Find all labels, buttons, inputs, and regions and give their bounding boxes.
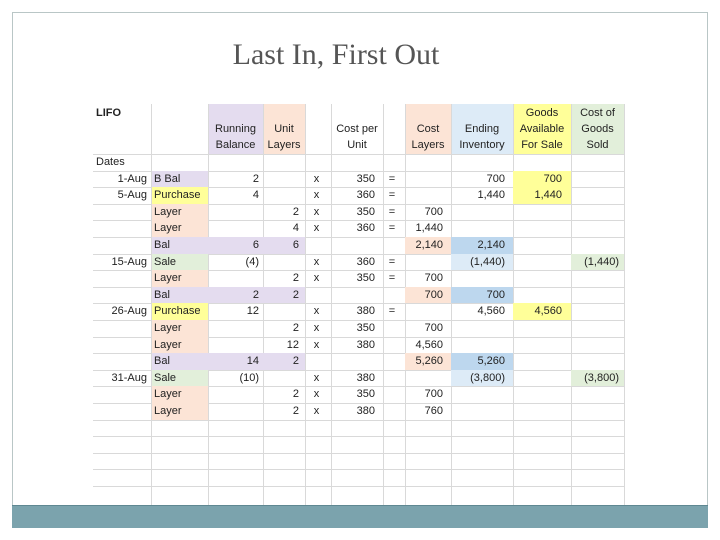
cell-eq: = (388, 205, 396, 218)
cell-rb: 4 (252, 189, 259, 202)
cell-type: Purchase (154, 305, 201, 318)
cell-cogs: (3,800) (584, 371, 619, 384)
cell-x: x (313, 272, 320, 285)
cell-x: x (313, 371, 320, 384)
cell-x: x (313, 189, 320, 202)
cell-eq: = (388, 305, 396, 318)
grid-row-line (93, 486, 624, 503)
cell-rb: (4) (245, 255, 259, 268)
cell-cl: 700 (424, 322, 443, 334)
cell-gafs: 1,440 (534, 189, 562, 202)
cell-cl: 5,260 (415, 355, 443, 368)
cell-type: Sale (154, 255, 177, 268)
cell-date: 26-Aug (111, 305, 147, 318)
cell-type: Layer (154, 388, 182, 401)
header-goods-available (513, 104, 571, 154)
slide-footer-bar (12, 505, 708, 528)
cell-rb: (10) (239, 371, 259, 384)
header-ending-inventory (451, 104, 513, 154)
cell-x: x (313, 305, 320, 318)
cell-cpu: 380 (356, 371, 375, 384)
cell-x: x (313, 222, 320, 235)
cell-cogs: (1,440) (584, 255, 619, 268)
cell-type: Layer (154, 338, 182, 351)
cell-cl: 700 (424, 272, 443, 285)
cell-rb: 12 (246, 305, 259, 318)
cell-ei: 2,140 (477, 239, 505, 251)
header-line: For Sale (521, 139, 563, 151)
cell-ul: 2 (292, 322, 299, 334)
cell-rb: 2 (252, 288, 259, 301)
cell-ul: 4 (292, 222, 299, 235)
cell-ei: 700 (486, 172, 505, 185)
cell-type: Bal (154, 288, 170, 301)
cell-ul: 2 (292, 205, 299, 218)
cell-type: Bal (154, 355, 170, 368)
cell-eq: = (388, 222, 396, 235)
dates-label: Dates (96, 156, 125, 168)
cell-cpu: 350 (356, 388, 375, 401)
cell-x: x (313, 255, 320, 268)
cell-cpu: 360 (356, 255, 375, 268)
cell-x: x (313, 338, 320, 351)
cell-cpu: 380 (356, 405, 375, 417)
cell-gafs: 700 (543, 172, 562, 185)
cell-rb: 6 (252, 239, 259, 251)
cell-ei: (3,800) (470, 371, 505, 384)
cell-ei: 5,260 (477, 355, 505, 368)
header-line: Cost per (336, 123, 378, 135)
sheet-label: LIFO (96, 107, 122, 119)
cell-ul: 2 (292, 272, 299, 285)
cell-cpu: 360 (356, 189, 375, 202)
cell-cl: 1,440 (415, 222, 443, 235)
cell-type: Layer (154, 405, 182, 417)
header-line: Layers (411, 139, 445, 151)
cell-x: x (313, 405, 320, 417)
cell-type: Layer (154, 222, 182, 235)
header-line: Sold (586, 139, 609, 151)
cell-ul: 2 (292, 405, 299, 417)
header-line: Running (215, 123, 256, 135)
cell-gafs: 4,560 (534, 305, 562, 318)
cell-rb: 2 (252, 172, 259, 185)
header-line: Cost (416, 123, 440, 135)
cell-eq: = (388, 172, 396, 185)
header-unit-layers (263, 104, 305, 154)
header-cost-per-unit (331, 104, 383, 154)
grid-row-line (93, 154, 624, 171)
header-line: Goods (525, 107, 559, 119)
grid-row-line (93, 469, 624, 486)
header-line: Balance (215, 139, 256, 151)
cell-rb: 14 (246, 355, 259, 368)
cell-cpu: 350 (356, 272, 375, 285)
cell-type: Layer (154, 272, 182, 285)
cell-date: 15-Aug (111, 255, 147, 268)
grid-row-line (93, 420, 624, 437)
cell-ul: 2 (292, 288, 299, 301)
header-line: Ending (464, 123, 500, 135)
cell-type: Purchase (154, 189, 201, 202)
header-line: Available (519, 123, 565, 135)
cell-type: Layer (154, 322, 182, 334)
header-line: Inventory (459, 139, 505, 151)
cell-cl: 700 (424, 205, 443, 218)
cell-cl: 700 (424, 288, 443, 301)
cell-type: Layer (154, 205, 182, 218)
cell-cpu: 350 (356, 172, 375, 185)
header-cost-of-goods-sold (571, 104, 624, 154)
header-running-balance (208, 104, 263, 154)
cell-type: Bal (154, 239, 170, 251)
cell-cl: 2,140 (415, 239, 443, 251)
cell-ul: 6 (292, 239, 299, 251)
cell-cpu: 380 (356, 305, 375, 318)
cell-eq: = (388, 189, 396, 202)
cell-cl: 700 (424, 388, 443, 401)
cell-ul: 2 (292, 388, 299, 401)
cell-eq: = (388, 255, 396, 268)
header-line: Unit (347, 139, 367, 151)
header-line: Unit (274, 123, 294, 135)
cell-ul: 2 (292, 355, 299, 368)
cell-cl: 760 (424, 405, 443, 417)
grid-row-line (93, 453, 624, 470)
cell-date: 5-Aug (117, 189, 147, 202)
cell-date: 1-Aug (117, 172, 147, 185)
grid-row-line (93, 436, 624, 453)
cell-date: 31-Aug (111, 371, 147, 384)
header-line: Goods (581, 123, 614, 135)
cell-x: x (313, 388, 320, 401)
cell-cpu: 350 (356, 322, 375, 334)
cell-ul: 12 (286, 338, 299, 351)
cell-ei: (1,440) (470, 255, 505, 268)
header-line: Cost of (580, 107, 615, 119)
cell-type: B Bal (154, 172, 181, 185)
cell-ei: 1,440 (477, 189, 505, 202)
cell-x: x (313, 205, 320, 218)
cell-cl: 4,560 (415, 338, 443, 351)
cell-eq: = (388, 272, 396, 285)
cell-ei: 4,560 (477, 305, 505, 318)
cell-cpu: 350 (356, 205, 375, 218)
cell-ei: 700 (486, 288, 505, 301)
cell-cpu: 360 (356, 222, 375, 235)
cell-cpu: 380 (356, 338, 375, 351)
slide-title: Last In, First Out (232, 38, 440, 71)
header-cost-layers (405, 104, 451, 154)
cell-x: x (313, 322, 320, 334)
cell-x: x (313, 172, 320, 185)
spreadsheet (93, 104, 625, 507)
header-line: Layers (267, 139, 301, 151)
cell-type: Sale (154, 371, 177, 384)
